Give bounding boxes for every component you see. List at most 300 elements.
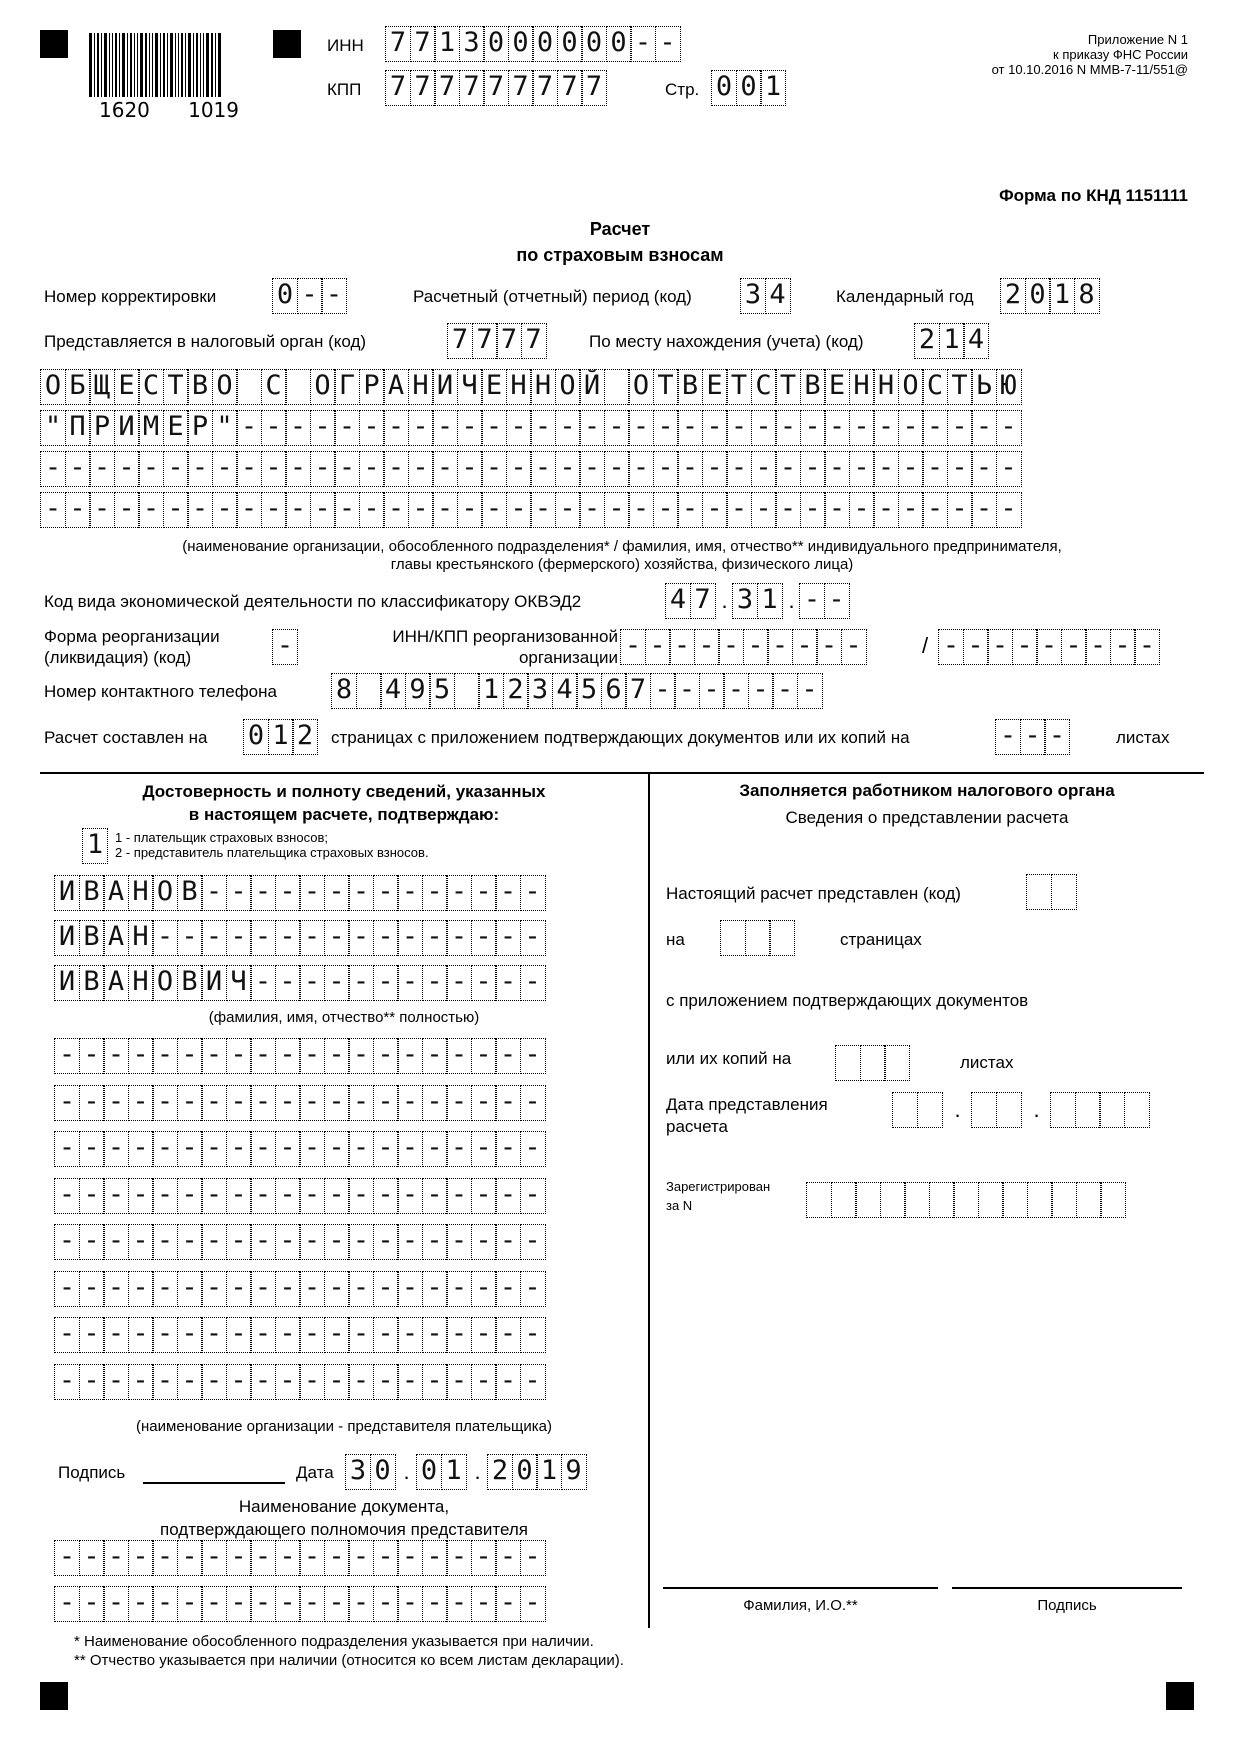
empty-cell[interactable] xyxy=(835,1045,861,1081)
char-cell[interactable]: 8 xyxy=(1074,278,1100,314)
char-cell[interactable] xyxy=(718,629,744,665)
char-cell[interactable]: " xyxy=(212,410,238,446)
char-cell[interactable] xyxy=(520,1038,546,1074)
char-cell[interactable]: О xyxy=(152,965,178,1001)
char-cell[interactable] xyxy=(250,1317,276,1353)
char-cell[interactable] xyxy=(348,1271,374,1307)
char-cell[interactable]: 7 xyxy=(447,323,473,359)
char-cell[interactable]: 4 xyxy=(765,278,791,314)
char-cell[interactable]: О xyxy=(555,369,581,405)
char-cell[interactable] xyxy=(677,410,703,446)
char-cell[interactable]: 1 xyxy=(536,1454,562,1490)
char-cell[interactable] xyxy=(334,410,360,446)
char-cell[interactable]: 1 xyxy=(82,828,108,864)
reorg-inn-cells[interactable] xyxy=(620,629,867,665)
char-cell[interactable]: Н xyxy=(128,875,154,911)
char-cell[interactable] xyxy=(348,1131,374,1167)
char-cell[interactable] xyxy=(324,875,350,911)
char-cell[interactable] xyxy=(422,1038,448,1074)
char-cell[interactable] xyxy=(89,492,115,528)
char-cell[interactable] xyxy=(65,451,91,487)
char-cell[interactable] xyxy=(187,451,213,487)
char-cell[interactable] xyxy=(630,26,656,62)
dashed-row[interactable] xyxy=(54,1540,546,1576)
char-cell[interactable] xyxy=(275,1038,301,1074)
received-sheets-cells[interactable] xyxy=(835,1045,910,1081)
char-cell[interactable]: Е xyxy=(163,410,189,446)
char-cell[interactable] xyxy=(226,875,252,911)
empty-cell[interactable] xyxy=(1124,1092,1150,1128)
char-cell[interactable] xyxy=(506,451,532,487)
char-cell[interactable] xyxy=(604,492,630,528)
empty-cell[interactable] xyxy=(917,1092,943,1128)
char-cell[interactable] xyxy=(408,410,434,446)
char-cell[interactable]: И xyxy=(54,875,80,911)
char-cell[interactable] xyxy=(348,965,374,1001)
char-cell[interactable]: 0 xyxy=(557,26,583,62)
tax-authority-cells[interactable] xyxy=(447,323,547,359)
char-cell[interactable] xyxy=(226,1364,252,1400)
empty-cell[interactable] xyxy=(720,920,746,956)
char-cell[interactable] xyxy=(373,1586,399,1622)
char-cell[interactable] xyxy=(324,1540,350,1576)
char-cell[interactable]: 3 xyxy=(527,673,553,709)
char-cell[interactable]: Т xyxy=(726,369,752,405)
char-cell[interactable] xyxy=(226,1178,252,1214)
char-cell[interactable] xyxy=(226,1271,252,1307)
char-cell[interactable] xyxy=(579,492,605,528)
sheets-count-cells[interactable] xyxy=(995,719,1070,755)
char-cell[interactable] xyxy=(152,1038,178,1074)
char-cell[interactable] xyxy=(422,1317,448,1353)
char-cell[interactable]: В xyxy=(79,965,105,1001)
char-cell[interactable] xyxy=(79,1271,105,1307)
char-cell[interactable] xyxy=(947,451,973,487)
char-cell[interactable] xyxy=(201,1131,227,1167)
char-cell[interactable] xyxy=(114,492,140,528)
char-cell[interactable] xyxy=(397,1131,423,1167)
char-cell[interactable] xyxy=(397,1271,423,1307)
char-cell[interactable] xyxy=(310,492,336,528)
char-cell[interactable] xyxy=(250,1085,276,1121)
char-cell[interactable] xyxy=(520,1540,546,1576)
empty-cell[interactable] xyxy=(1099,1092,1125,1128)
char-cell[interactable] xyxy=(187,492,213,528)
char-cell[interactable] xyxy=(987,629,1013,665)
char-cell[interactable]: 4 xyxy=(963,323,989,359)
char-cell[interactable]: 0 xyxy=(370,1454,396,1490)
char-cell[interactable] xyxy=(726,410,752,446)
char-cell[interactable]: 7 xyxy=(410,26,436,62)
char-cell[interactable] xyxy=(226,1131,252,1167)
char-cell[interactable] xyxy=(408,492,434,528)
surname-cells[interactable] xyxy=(54,875,546,911)
char-cell[interactable] xyxy=(103,1131,129,1167)
char-cell[interactable] xyxy=(772,673,798,709)
char-cell[interactable] xyxy=(212,492,238,528)
char-cell[interactable] xyxy=(250,1178,276,1214)
char-cell[interactable]: 0 xyxy=(606,26,632,62)
char-cell[interactable] xyxy=(495,1178,521,1214)
char-cell[interactable] xyxy=(520,1271,546,1307)
char-cell[interactable] xyxy=(236,369,262,405)
char-cell[interactable] xyxy=(938,629,964,665)
char-cell[interactable]: 0 xyxy=(416,1454,442,1490)
char-cell[interactable] xyxy=(397,1586,423,1622)
name-cells[interactable] xyxy=(54,920,546,956)
empty-cell[interactable] xyxy=(831,1182,857,1218)
char-cell[interactable] xyxy=(432,410,458,446)
char-cell[interactable] xyxy=(152,920,178,956)
char-cell[interactable] xyxy=(422,1131,448,1167)
registration-number-cells[interactable] xyxy=(806,1182,1126,1218)
empty-cell[interactable] xyxy=(904,1182,930,1218)
char-cell[interactable] xyxy=(495,1540,521,1576)
correction-cells[interactable] xyxy=(272,278,347,314)
char-cell[interactable] xyxy=(54,1038,80,1074)
char-cell[interactable]: 7 xyxy=(385,70,411,106)
char-cell[interactable] xyxy=(495,1224,521,1260)
char-cell[interactable]: 5 xyxy=(576,673,602,709)
char-cell[interactable] xyxy=(79,1586,105,1622)
char-cell[interactable] xyxy=(1061,629,1087,665)
char-cell[interactable] xyxy=(628,451,654,487)
char-cell[interactable] xyxy=(422,1586,448,1622)
char-cell[interactable] xyxy=(324,1038,350,1074)
char-cell[interactable] xyxy=(373,875,399,911)
char-cell[interactable] xyxy=(299,1178,325,1214)
char-cell[interactable]: В xyxy=(677,369,703,405)
char-cell[interactable] xyxy=(285,451,311,487)
inn-cells[interactable] xyxy=(385,26,681,62)
char-cell[interactable] xyxy=(792,629,818,665)
char-cell[interactable] xyxy=(446,1271,472,1307)
char-cell[interactable]: Т xyxy=(163,369,189,405)
char-cell[interactable] xyxy=(653,451,679,487)
char-cell[interactable] xyxy=(177,1131,203,1167)
char-cell[interactable] xyxy=(250,1364,276,1400)
char-cell[interactable] xyxy=(324,965,350,1001)
char-cell[interactable] xyxy=(324,1131,350,1167)
char-cell[interactable] xyxy=(873,410,899,446)
char-cell[interactable] xyxy=(299,1317,325,1353)
char-cell[interactable] xyxy=(40,492,66,528)
char-cell[interactable]: Н xyxy=(849,369,875,405)
char-cell[interactable] xyxy=(653,410,679,446)
char-cell[interactable]: Ь xyxy=(971,369,997,405)
char-cell[interactable] xyxy=(201,1038,227,1074)
char-cell[interactable] xyxy=(177,1038,203,1074)
char-cell[interactable] xyxy=(128,1131,154,1167)
char-cell[interactable] xyxy=(275,1131,301,1167)
char-cell[interactable]: 0 xyxy=(483,26,509,62)
char-cell[interactable]: 0 xyxy=(1025,278,1051,314)
char-cell[interactable]: С xyxy=(751,369,777,405)
char-cell[interactable] xyxy=(54,1224,80,1260)
dashed-row[interactable] xyxy=(54,1085,546,1121)
char-cell[interactable] xyxy=(299,1085,325,1121)
char-cell[interactable] xyxy=(348,1540,374,1576)
char-cell[interactable] xyxy=(775,451,801,487)
char-cell[interactable] xyxy=(898,492,924,528)
char-cell[interactable] xyxy=(226,1085,252,1121)
empty-cell[interactable] xyxy=(892,1092,918,1128)
char-cell[interactable] xyxy=(1020,719,1046,755)
char-cell[interactable]: 2 xyxy=(487,1454,513,1490)
char-cell[interactable] xyxy=(702,410,728,446)
char-cell[interactable] xyxy=(261,451,287,487)
char-cell[interactable] xyxy=(530,410,556,446)
char-cell[interactable] xyxy=(261,492,287,528)
char-cell[interactable]: 2 xyxy=(503,673,529,709)
char-cell[interactable] xyxy=(103,1224,129,1260)
char-cell[interactable] xyxy=(751,451,777,487)
char-cell[interactable] xyxy=(922,410,948,446)
char-cell[interactable] xyxy=(383,410,409,446)
char-cell[interactable] xyxy=(495,1085,521,1121)
char-cell[interactable]: Р xyxy=(359,369,385,405)
char-cell[interactable]: 0 xyxy=(243,719,269,755)
char-cell[interactable] xyxy=(669,629,695,665)
char-cell[interactable] xyxy=(250,1131,276,1167)
char-cell[interactable] xyxy=(103,1317,129,1353)
char-cell[interactable] xyxy=(348,1317,374,1353)
char-cell[interactable] xyxy=(54,1085,80,1121)
char-cell[interactable]: 7 xyxy=(483,70,509,106)
okved-cell[interactable]: 3 xyxy=(732,583,758,619)
char-cell[interactable] xyxy=(285,369,311,405)
char-cell[interactable] xyxy=(152,1540,178,1576)
char-cell[interactable] xyxy=(849,492,875,528)
char-cell[interactable] xyxy=(297,278,323,314)
char-cell[interactable] xyxy=(446,1085,472,1121)
char-cell[interactable] xyxy=(1012,629,1038,665)
char-cell[interactable]: 7 xyxy=(625,673,651,709)
char-cell[interactable] xyxy=(995,719,1021,755)
char-cell[interactable] xyxy=(677,451,703,487)
char-cell[interactable] xyxy=(446,1540,472,1576)
char-cell[interactable]: Т xyxy=(947,369,973,405)
char-cell[interactable] xyxy=(310,410,336,446)
char-cell[interactable] xyxy=(849,451,875,487)
char-cell[interactable] xyxy=(79,1085,105,1121)
char-cell[interactable] xyxy=(397,1085,423,1121)
char-cell[interactable] xyxy=(201,1364,227,1400)
char-cell[interactable] xyxy=(299,1271,325,1307)
char-cell[interactable]: 1 xyxy=(268,719,294,755)
char-cell[interactable]: И xyxy=(432,369,458,405)
char-cell[interactable] xyxy=(520,1586,546,1622)
char-cell[interactable] xyxy=(138,451,164,487)
char-cell[interactable] xyxy=(383,451,409,487)
empty-cell[interactable] xyxy=(1051,874,1077,910)
char-cell[interactable] xyxy=(422,1224,448,1260)
char-cell[interactable] xyxy=(824,451,850,487)
char-cell[interactable] xyxy=(201,875,227,911)
char-cell[interactable] xyxy=(1044,719,1070,755)
char-cell[interactable] xyxy=(152,1364,178,1400)
char-cell[interactable] xyxy=(849,410,875,446)
char-cell[interactable] xyxy=(816,629,842,665)
char-cell[interactable] xyxy=(726,451,752,487)
char-cell[interactable] xyxy=(348,1178,374,1214)
char-cell[interactable] xyxy=(397,1038,423,1074)
tax-signature-line[interactable] xyxy=(952,1587,1182,1589)
char-cell[interactable] xyxy=(236,492,262,528)
char-cell[interactable] xyxy=(471,1131,497,1167)
char-cell[interactable]: Н xyxy=(128,920,154,956)
char-cell[interactable]: О xyxy=(310,369,336,405)
char-cell[interactable] xyxy=(359,410,385,446)
okved-cells[interactable] xyxy=(665,583,850,619)
char-cell[interactable]: 2 xyxy=(1000,278,1026,314)
char-cell[interactable] xyxy=(495,920,521,956)
char-cell[interactable]: 4 xyxy=(380,673,406,709)
char-cell[interactable] xyxy=(628,410,654,446)
fio-line[interactable] xyxy=(663,1587,938,1589)
empty-cell[interactable] xyxy=(1076,1182,1102,1218)
char-cell[interactable] xyxy=(604,410,630,446)
char-cell[interactable]: 5 xyxy=(429,673,455,709)
char-cell[interactable] xyxy=(114,451,140,487)
char-cell[interactable] xyxy=(321,278,347,314)
char-cell[interactable] xyxy=(299,1364,325,1400)
char-cell[interactable] xyxy=(971,451,997,487)
char-cell[interactable] xyxy=(655,26,681,62)
char-cell[interactable] xyxy=(495,1131,521,1167)
char-cell[interactable] xyxy=(506,410,532,446)
char-cell[interactable] xyxy=(324,920,350,956)
char-cell[interactable] xyxy=(128,1540,154,1576)
char-cell[interactable] xyxy=(800,492,826,528)
char-cell[interactable]: Ч xyxy=(457,369,483,405)
char-cell[interactable] xyxy=(201,1540,227,1576)
char-cell[interactable] xyxy=(250,920,276,956)
char-cell[interactable] xyxy=(275,1085,301,1121)
char-cell[interactable]: В xyxy=(187,369,213,405)
char-cell[interactable] xyxy=(128,1085,154,1121)
char-cell[interactable] xyxy=(620,629,646,665)
char-cell[interactable] xyxy=(471,1224,497,1260)
char-cell[interactable] xyxy=(495,875,521,911)
char-cell[interactable] xyxy=(373,1540,399,1576)
char-cell[interactable] xyxy=(520,1317,546,1353)
okved-cell[interactable] xyxy=(824,583,850,619)
char-cell[interactable] xyxy=(212,451,238,487)
char-cell[interactable]: О xyxy=(212,369,238,405)
char-cell[interactable] xyxy=(299,965,325,1001)
char-cell[interactable] xyxy=(128,1364,154,1400)
char-cell[interactable] xyxy=(422,1364,448,1400)
signature-date-cells[interactable] xyxy=(345,1454,587,1490)
char-cell[interactable]: М xyxy=(138,410,164,446)
char-cell[interactable] xyxy=(299,1131,325,1167)
char-cell[interactable] xyxy=(726,492,752,528)
char-cell[interactable] xyxy=(201,1085,227,1121)
signer-code-cell[interactable] xyxy=(82,828,108,864)
char-cell[interactable]: 1 xyxy=(760,70,786,106)
char-cell[interactable] xyxy=(481,451,507,487)
dashed-row[interactable] xyxy=(54,1364,546,1400)
char-cell[interactable] xyxy=(471,1178,497,1214)
char-cell[interactable]: 7 xyxy=(581,70,607,106)
char-cell[interactable] xyxy=(495,1317,521,1353)
char-cell[interactable]: 7 xyxy=(496,323,522,359)
char-cell[interactable]: 3 xyxy=(345,1454,371,1490)
char-cell[interactable] xyxy=(177,1364,203,1400)
char-cell[interactable] xyxy=(310,451,336,487)
empty-cell[interactable] xyxy=(884,1045,910,1081)
year-cells[interactable] xyxy=(1000,278,1100,314)
char-cell[interactable] xyxy=(152,1131,178,1167)
char-cell[interactable]: 0 xyxy=(581,26,607,62)
char-cell[interactable] xyxy=(275,1364,301,1400)
char-cell[interactable] xyxy=(520,920,546,956)
empty-cell[interactable] xyxy=(978,1182,1004,1218)
char-cell[interactable]: 1 xyxy=(1049,278,1075,314)
empty-cell[interactable] xyxy=(855,1182,881,1218)
char-cell[interactable] xyxy=(555,410,581,446)
char-cell[interactable] xyxy=(996,492,1022,528)
char-cell[interactable]: В xyxy=(800,369,826,405)
char-cell[interactable] xyxy=(103,1364,129,1400)
char-cell[interactable] xyxy=(471,1364,497,1400)
period-cells[interactable] xyxy=(740,278,791,314)
page-number-cells[interactable] xyxy=(711,70,786,106)
char-cell[interactable]: 7 xyxy=(385,26,411,62)
char-cell[interactable] xyxy=(324,1085,350,1121)
char-cell[interactable] xyxy=(996,410,1022,446)
char-cell[interactable]: 3 xyxy=(740,278,766,314)
char-cell[interactable] xyxy=(177,1224,203,1260)
char-cell[interactable] xyxy=(261,410,287,446)
char-cell[interactable] xyxy=(54,1586,80,1622)
char-cell[interactable] xyxy=(797,673,823,709)
char-cell[interactable] xyxy=(103,1271,129,1307)
char-cell[interactable]: Е xyxy=(824,369,850,405)
char-cell[interactable]: Ч xyxy=(226,965,252,1001)
char-cell[interactable] xyxy=(471,1085,497,1121)
char-cell[interactable] xyxy=(397,1540,423,1576)
char-cell[interactable]: 0 xyxy=(711,70,737,106)
char-cell[interactable] xyxy=(457,492,483,528)
char-cell[interactable] xyxy=(324,1271,350,1307)
char-cell[interactable] xyxy=(275,965,301,1001)
char-cell[interactable] xyxy=(373,1131,399,1167)
char-cell[interactable] xyxy=(373,1364,399,1400)
char-cell[interactable] xyxy=(457,451,483,487)
empty-cell[interactable] xyxy=(996,1092,1022,1128)
char-cell[interactable] xyxy=(841,629,867,665)
char-cell[interactable] xyxy=(201,1586,227,1622)
dashed-row[interactable] xyxy=(54,1586,546,1622)
char-cell[interactable]: 2 xyxy=(292,719,318,755)
submission-date-cells[interactable] xyxy=(892,1092,1150,1128)
char-cell[interactable] xyxy=(471,1317,497,1353)
char-cell[interactable] xyxy=(397,1364,423,1400)
char-cell[interactable]: 9 xyxy=(405,673,431,709)
signature-line[interactable] xyxy=(143,1482,285,1484)
char-cell[interactable] xyxy=(446,1364,472,1400)
char-cell[interactable] xyxy=(103,1540,129,1576)
char-cell[interactable] xyxy=(495,1586,521,1622)
char-cell[interactable] xyxy=(422,1178,448,1214)
char-cell[interactable] xyxy=(471,875,497,911)
char-cell[interactable]: 7 xyxy=(472,323,498,359)
dashed-row[interactable] xyxy=(54,1271,546,1307)
char-cell[interactable] xyxy=(775,492,801,528)
char-cell[interactable] xyxy=(971,492,997,528)
